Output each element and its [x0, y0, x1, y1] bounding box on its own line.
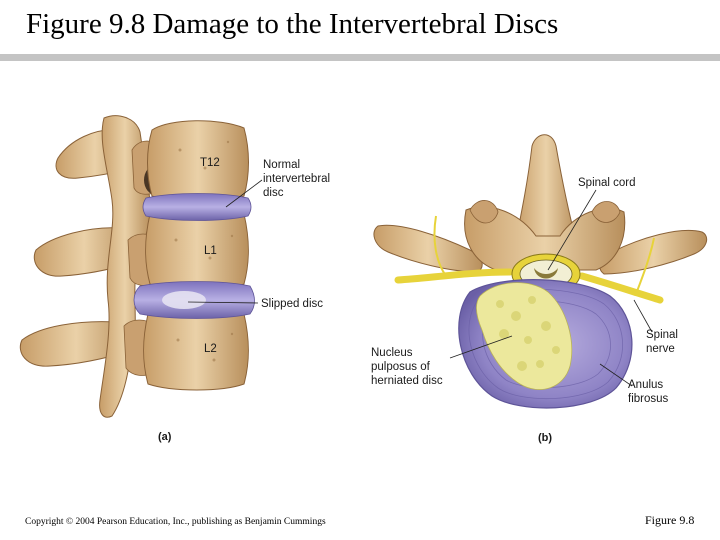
copyright-notice: Copyright © 2004 Pearson Education, Inc., publishing as Benjamin Cummings [25, 517, 326, 527]
callout-spinal-nerve: Spinal nerve [646, 329, 678, 355]
panel-a-spine [20, 116, 333, 443]
page-title: Figure 9.8 Damage to the Intervertebral Discs [26, 8, 559, 40]
label-l2: L2 [204, 343, 217, 355]
leader-spinal-nerve [634, 300, 652, 332]
callout-slipped-disc: Slipped disc [261, 298, 324, 310]
callout-anulus-fibrosus: Anulus fibrosus [628, 379, 669, 405]
vertebral-body-t12 [148, 121, 249, 202]
panel-a-tag: (a) [158, 431, 172, 443]
figure-number: Figure 9.8 [645, 513, 695, 527]
spinal-nerve-left [398, 272, 510, 280]
label-t12: T12 [200, 157, 220, 169]
callout-normal-disc: Normal intervertebral disc [263, 159, 331, 199]
panel-b-tag: (b) [538, 432, 553, 444]
label-l1: L1 [204, 245, 217, 257]
normal-intervertebral-disc [143, 194, 251, 221]
herniated-nucleus-bulge [162, 291, 206, 309]
callout-spinal-cord: Spinal cord [578, 177, 636, 189]
callout-nucleus-pulposus: Nucleus pulposus of herniated disc [371, 347, 443, 387]
panel-b-vertebra [371, 135, 707, 444]
vertebral-body-l2 [144, 308, 249, 390]
